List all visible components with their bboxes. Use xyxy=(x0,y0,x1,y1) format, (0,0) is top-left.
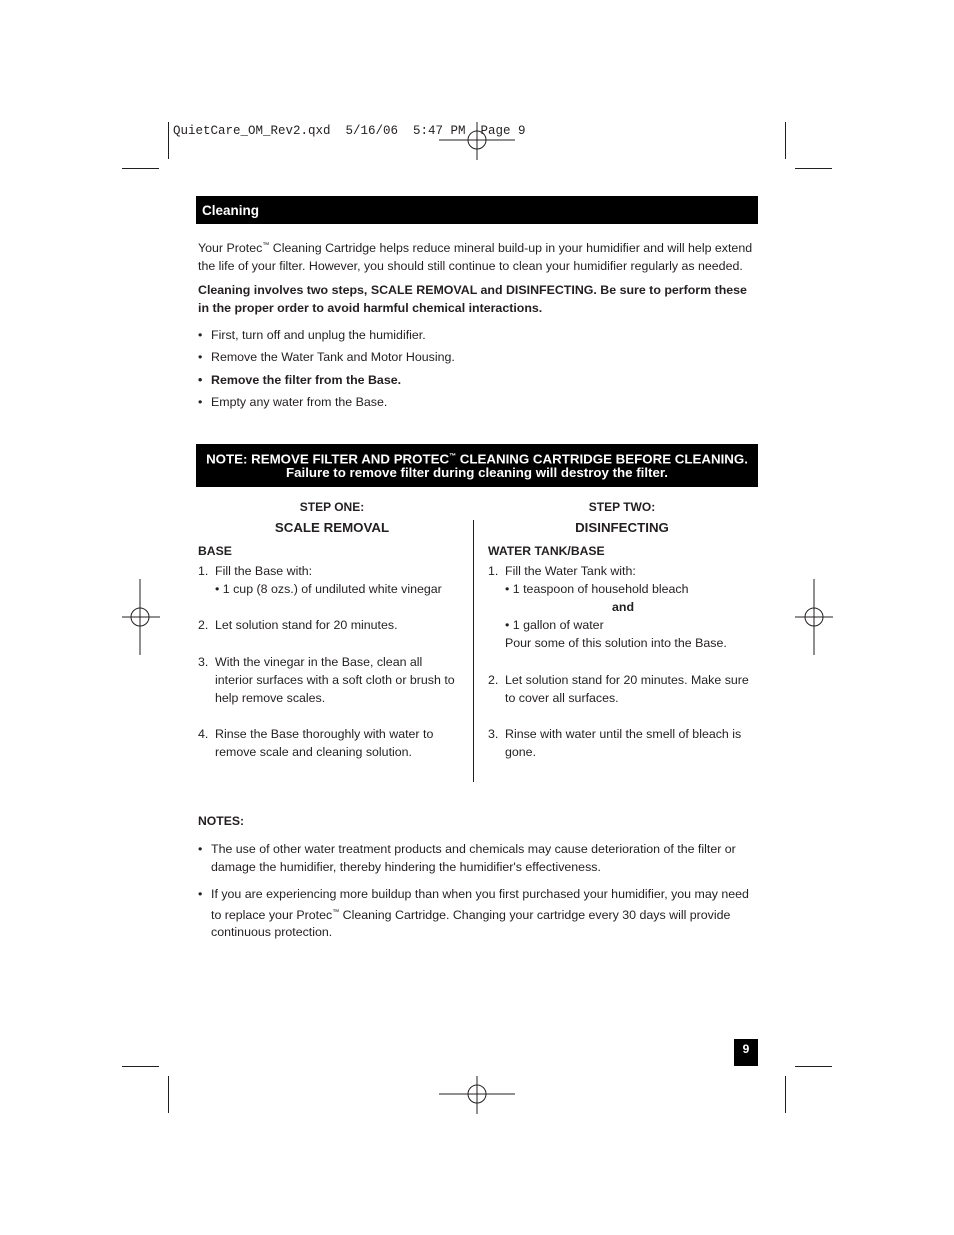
note-item: • If you are experiencing more buildup than when you first purchased your humidifier, you may need to replace your Protec™ Cleaning Cartridge. Changing your cartridge every 30 days will provide continuous protection. xyxy=(198,887,749,940)
step-two-item: 1. Fill the Water Tank with: • 1 teaspoon of household bleach and • 1 gallon of water Pour some of this solution into the Base. xyxy=(488,564,727,650)
crop-mark xyxy=(168,122,169,159)
step-one-subhead: BASE xyxy=(198,544,232,558)
list-item: • Remove the Water Tank and Motor Housing. xyxy=(198,349,758,367)
crop-mark xyxy=(785,122,786,159)
crop-mark xyxy=(122,168,159,169)
print-slug: QuietCare_OM_Rev2.qxd 5/16/06 5:47 PM Page 9 xyxy=(173,124,526,138)
registration-mark-icon xyxy=(439,122,515,160)
crop-mark xyxy=(785,1076,786,1113)
step-two-title: DISINFECTING xyxy=(575,520,669,535)
step-one-item: 3. With the vinegar in the Base, clean all interior surfaces with a soft cloth or brush to help remove scales. xyxy=(198,655,455,705)
intro-paragraph: Your Protec™ Cleaning Cartridge helps reduce mineral build-up in your humidifier and will help extend the life of your filter. However, you should still continue to clean your humidifier regularly as needed. xyxy=(198,241,753,273)
crop-mark xyxy=(122,1066,159,1067)
step-one-item: 1. Fill the Base with: • 1 cup (8 ozs.) of undiluted white vinegar xyxy=(198,564,442,596)
list-item: • Remove the filter from the Base. xyxy=(198,372,758,390)
step-one-item: 2. Let solution stand for 20 minutes. xyxy=(198,618,398,632)
registration-mark-icon xyxy=(795,579,833,655)
step-two-subhead: WATER TANK/BASE xyxy=(488,544,605,558)
bullet-icon: • xyxy=(198,842,203,856)
note-banner xyxy=(196,444,758,487)
step-two-item: 3. Rinse with water until the smell of bleach is gone. xyxy=(488,727,742,759)
bullet-icon: • xyxy=(198,395,203,409)
notes-heading: NOTES: xyxy=(198,814,245,828)
section-title: Cleaning xyxy=(202,203,260,218)
list-item: • First, turn off and unplug the humidifier. xyxy=(198,327,758,345)
note-item: • The use of other water treatment products and chemicals may cause deterioration of the filter or damage the humidifier, thereby hindering the humidifier's effectiveness. xyxy=(198,842,736,874)
bullet-icon: • xyxy=(198,373,203,387)
crop-mark xyxy=(795,168,832,169)
registration-mark-icon xyxy=(122,579,160,655)
bullet-icon: • xyxy=(198,328,203,342)
step-two-item: 2. Let solution stand for 20 minutes. Make sure to cover all surfaces. xyxy=(488,673,749,705)
crop-mark xyxy=(795,1066,832,1067)
intro-warning: Cleaning involves two steps, SCALE REMOVAL and DISINFECTING. Be sure to perform these in the proper order to avoid harmful chemical interactions. xyxy=(198,283,747,315)
step-one-item: 4. Rinse the Base thoroughly with water to remove scale and cleaning solution. xyxy=(198,727,434,759)
registration-mark-icon xyxy=(439,1076,515,1114)
bullet-icon: • xyxy=(198,350,203,364)
crop-mark xyxy=(168,1076,169,1113)
section-header xyxy=(196,196,758,224)
step-one-label: STEP ONE: xyxy=(299,500,365,514)
column-divider xyxy=(473,520,474,782)
page-number: 9 xyxy=(734,1039,758,1066)
bullet-icon: • xyxy=(198,887,203,901)
note-line-1: NOTE: REMOVE FILTER AND PROTEC™ CLEANING CARTRIDGE BEFORE CLEANING. xyxy=(206,451,748,467)
list-item: • Empty any water from the Base. xyxy=(198,394,758,412)
step-one-title: SCALE REMOVAL xyxy=(274,520,390,535)
note-line-2: Failure to remove filter during cleaning will destroy the filter. xyxy=(286,465,668,480)
step-two-label: STEP TWO: xyxy=(588,500,656,514)
